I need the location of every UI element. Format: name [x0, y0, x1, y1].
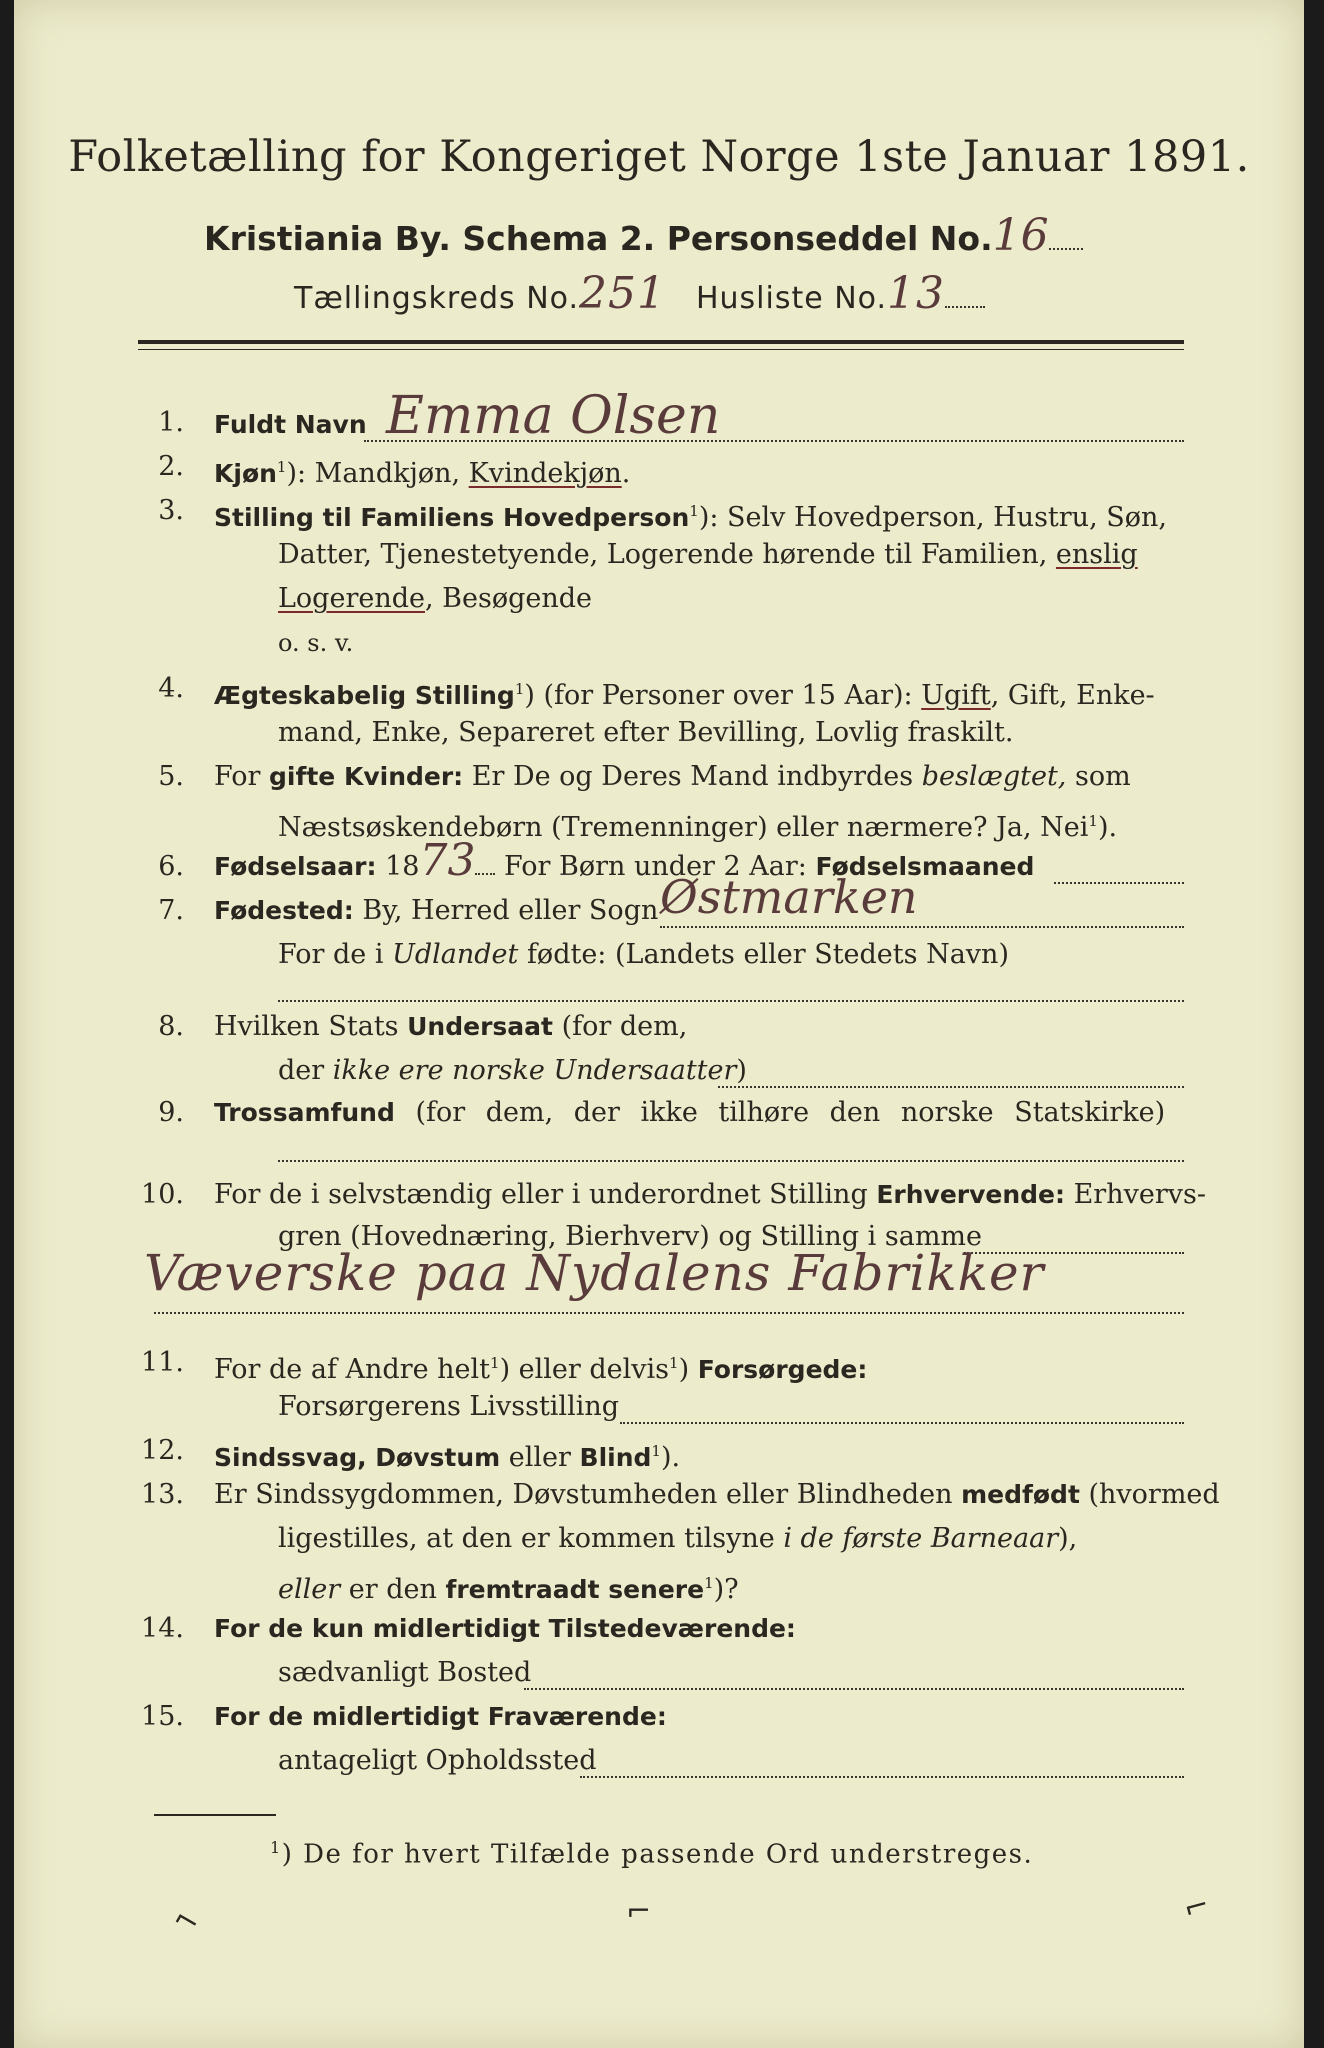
- field-text: ).: [1097, 812, 1118, 843]
- field-text: ): [678, 1354, 698, 1385]
- taellingskreds-number: 251: [579, 268, 666, 319]
- field-number: 4.: [158, 673, 184, 704]
- field-text: , Gift, Enke-: [990, 680, 1155, 711]
- footnote-ref: 1: [651, 1442, 661, 1460]
- field-text: Næstsøskendebørn (Tremenninger) eller nærmere? Ja, Nei: [278, 812, 1089, 843]
- field-7-line2: [278, 938, 1009, 972]
- husliste-label: Husliste No.: [695, 281, 888, 316]
- field-text: For: [214, 761, 270, 792]
- field-number: 7.: [158, 895, 184, 926]
- field-13-line3: [278, 1566, 739, 1607]
- corner-mark: ⌐: [1179, 1887, 1214, 1928]
- field-label: Blind: [579, 1443, 652, 1472]
- footnote-rule: [154, 1814, 276, 1816]
- dotted-line: [718, 1086, 1184, 1088]
- dotted-line: [1049, 248, 1083, 250]
- dotted-line: [660, 926, 1184, 928]
- field-text: beslægtet,: [921, 761, 1067, 792]
- field-text: mand, Enke, Separeret efter Bevilling, Lovlig fraskilt.: [278, 717, 1014, 748]
- field-label: Undersaat: [407, 1012, 553, 1041]
- field-text: Forsørgerens Livsstilling: [278, 1391, 620, 1422]
- field-text: i de første Barneaar: [783, 1523, 1059, 1554]
- occupation-value: Væverske paa Nydalens Fabrikker: [144, 1244, 1045, 1302]
- dotted-line: [580, 1776, 1184, 1778]
- form-subtitle: [204, 210, 1083, 261]
- field-5-line2: [278, 804, 1117, 845]
- field-text: For de i: [278, 939, 393, 970]
- field-label: gifte Kvinder:: [269, 762, 464, 791]
- footnote-ref: 1: [514, 680, 525, 698]
- underlined-option: Kvindekjøn: [468, 458, 622, 489]
- field-text: For de: [214, 1702, 312, 1731]
- personseddel-label: Kristiania By. Schema 2. Personseddel No.: [204, 219, 993, 258]
- field-text: ): Selv Hovedperson, Hustru, Søn,: [698, 502, 1167, 533]
- district-line: [294, 268, 985, 319]
- field-label: medfødt: [961, 1480, 1080, 1509]
- name-value: Emma Olsen: [386, 386, 721, 446]
- field-text: , Besøgende: [424, 583, 592, 614]
- field-text: o. s. v.: [278, 629, 354, 657]
- footnote-ref: 1: [490, 1354, 500, 1372]
- header-rule-thin: [138, 349, 1184, 350]
- footnote-ref: 1: [669, 1354, 679, 1372]
- field-label: Kjøn: [214, 459, 277, 488]
- field-number: 10.: [141, 1179, 184, 1210]
- field-3-line2: [278, 538, 1138, 572]
- field-text: (hvormed: [1079, 1479, 1220, 1510]
- field-number: 13.: [141, 1479, 184, 1510]
- field-text: eller: [278, 1574, 341, 1605]
- field-label: Fuldt Navn: [214, 410, 367, 439]
- underlined-option: Ugift: [921, 680, 991, 711]
- field-text: fødte: (Landets eller Stedets Navn): [518, 939, 1009, 970]
- field-text: )?: [713, 1574, 739, 1605]
- footnote-text: ) De for hvert Tilfælde passende Ord understreges.: [281, 1839, 1034, 1870]
- field-label: Forsørgede:: [697, 1355, 868, 1384]
- field-text: Datter, Tjenestetyende, Logerende hørende til Familien,: [278, 539, 1056, 570]
- footnote-ref: 1: [276, 458, 287, 476]
- footnote: [270, 1838, 1033, 1870]
- field-label: Stilling til Familiens Hovedperson: [214, 503, 690, 532]
- field-text: er den: [340, 1574, 446, 1605]
- field-text: gren (Hovednæring, Bierhverv) og Stilling i samme: [278, 1221, 983, 1252]
- field-text: ) (for Personer over 15 Aar):: [524, 680, 922, 711]
- footnote-ref: 1: [270, 1838, 282, 1857]
- field-text: ),: [1058, 1523, 1078, 1554]
- field-label: fremtraadt senere: [445, 1575, 705, 1604]
- field-label: Sindssvag, Døvstum: [214, 1443, 501, 1472]
- field-text: antageligt Opholdssted: [278, 1745, 597, 1776]
- field-text: Erhvervs-: [1065, 1179, 1206, 1210]
- field-text: Hvilken Stats: [214, 1011, 408, 1042]
- personseddel-number: 16: [992, 210, 1049, 261]
- field-label: Fødested:: [214, 896, 354, 925]
- field-3-line3: [278, 582, 592, 616]
- form-title: Folketælling for Kongeriget Norge 1ste Januar 1891.: [68, 132, 1250, 182]
- field-number: 2.: [158, 451, 184, 482]
- birthplace-value: Østmarken: [660, 870, 918, 924]
- field-number: 11.: [141, 1347, 184, 1378]
- underlined-option: Logerende: [278, 583, 425, 614]
- field-text: ) eller delvis: [499, 1354, 670, 1385]
- dotted-line: [524, 1688, 1184, 1690]
- field-number: 12.: [141, 1435, 184, 1466]
- field-label: midlertidigt Fraværende:: [311, 1702, 667, 1731]
- dotted-line: [945, 306, 985, 308]
- field-label: Erhvervende:: [876, 1180, 1066, 1209]
- taellingskreds-label: Tællingskreds No.: [294, 281, 579, 316]
- field-text: (for dem,: [552, 1011, 688, 1042]
- field-label: Trossamfund: [214, 1098, 395, 1127]
- dotted-line: [475, 873, 495, 875]
- field-number: 8.: [158, 1011, 184, 1042]
- field-text: ligestilles, at den er kommen tilsyne: [278, 1523, 784, 1554]
- header-rule: [138, 340, 1184, 344]
- field-label: midlertidigt Tilstedeværende:: [372, 1614, 796, 1643]
- dotted-line: [278, 1160, 1184, 1162]
- field-number: 9.: [158, 1097, 184, 1128]
- field-number: 6.: [158, 851, 184, 882]
- dotted-line: [620, 1422, 1184, 1424]
- field-text: For de kun: [214, 1614, 373, 1643]
- field-label: Fødselsmaaned: [815, 852, 1035, 881]
- field-13-line2: [278, 1522, 1077, 1556]
- corner-mark: ⌐: [626, 1894, 652, 1929]
- dotted-line: [278, 1000, 1184, 1002]
- field-text: der: [278, 1055, 333, 1086]
- field-text: 18: [376, 851, 420, 882]
- field-number: 1.: [158, 407, 184, 438]
- field-text: Udlandet: [392, 939, 519, 970]
- field-text: (for dem, der ikke tilhøre den norske Statskirke): [394, 1097, 1166, 1128]
- field-text: eller: [500, 1442, 580, 1473]
- field-number: 14.: [141, 1613, 184, 1644]
- birth-year-value: 73: [419, 835, 476, 886]
- field-number: 3.: [158, 495, 184, 526]
- dotted-line: [1054, 882, 1184, 884]
- field-text: ): Mandkjøn,: [286, 458, 469, 489]
- field-text: For de i selvstændig eller i underordnet Stilling: [214, 1179, 877, 1210]
- field-text: ): [736, 1055, 747, 1086]
- census-form: [14, 0, 1304, 2048]
- footnote-ref: 1: [1088, 812, 1098, 830]
- field-text: ).: [660, 1442, 681, 1473]
- field-8-line2: [278, 1054, 747, 1088]
- dotted-line: [154, 1312, 1184, 1314]
- husliste-number: 13: [887, 268, 946, 319]
- field-number: 15.: [141, 1701, 184, 1732]
- field-text: Er Sindssygdommen, Døvstumheden eller Blindheden: [214, 1479, 962, 1510]
- field-text: For Børn under 2 Aar:: [495, 851, 816, 882]
- field-text: .: [621, 458, 631, 489]
- underlined-option: enslig: [1055, 539, 1138, 570]
- footnote-ref: 1: [689, 502, 699, 520]
- field-number: 5.: [158, 761, 184, 792]
- field-text: ikke ere norske Undersaatter: [332, 1055, 737, 1086]
- field-text: Er De og Deres Mand indbyrdes: [463, 761, 922, 792]
- field-text: For de af Andre helt: [214, 1354, 491, 1385]
- field-label: Fødselsaar:: [214, 852, 377, 881]
- field-text: som: [1066, 761, 1131, 792]
- field-label: Ægteskabelig Stilling: [214, 681, 515, 710]
- footnote-ref: 1: [704, 1574, 714, 1592]
- field-text: sædvanligt Bosted: [278, 1657, 532, 1688]
- corner-mark: ⌐: [166, 1900, 207, 1943]
- field-text: By, Herred eller Sogn: [353, 895, 659, 926]
